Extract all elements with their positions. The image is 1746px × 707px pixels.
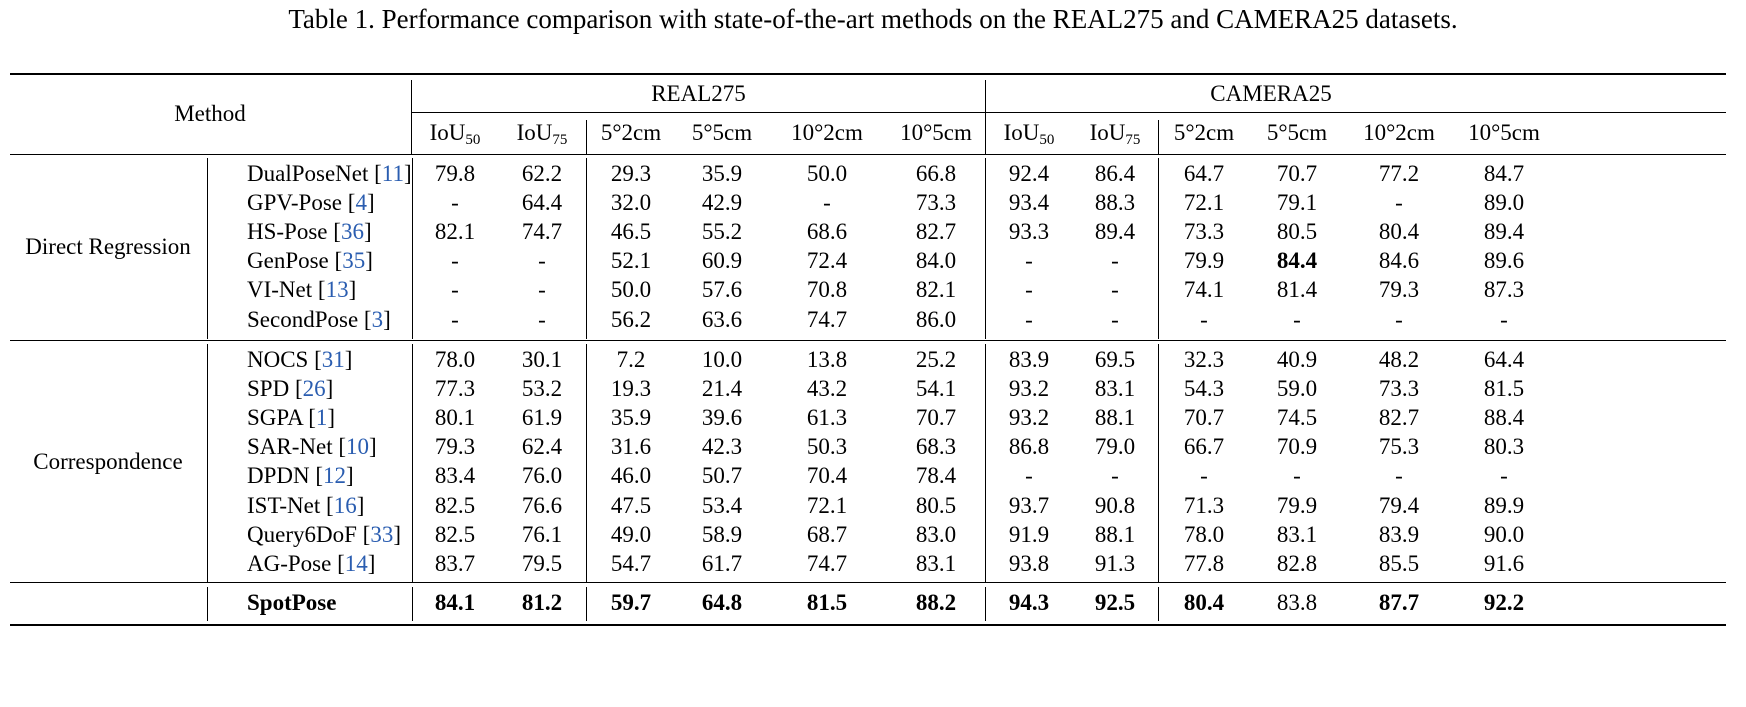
method-name: GPV-Pose [4] <box>247 190 375 216</box>
value-cell: 35.9 <box>610 405 652 431</box>
method-name: HS-Pose [36] <box>247 219 372 245</box>
value-cell: 84.1 <box>434 590 476 615</box>
citation-link[interactable]: 10 <box>346 434 370 460</box>
value-cell: - <box>538 306 546 332</box>
method-name: DualPoseNet [11] <box>247 161 412 186</box>
value-cell: 66.8 <box>915 161 957 186</box>
value-cell: - <box>538 248 546 274</box>
citation-link[interactable]: 3 <box>371 306 384 332</box>
method-name: SPD [26] <box>247 376 334 402</box>
citation-link[interactable]: 12 <box>323 463 347 489</box>
value-cell: 62.2 <box>521 161 563 186</box>
value-cell: 70.7 <box>1183 405 1225 431</box>
value-cell: 50.3 <box>806 434 848 460</box>
method-label: Query6DoF <box>247 521 357 547</box>
citation-link[interactable]: 11 <box>381 161 404 186</box>
value-cell: 42.3 <box>701 434 743 460</box>
value-cell: - <box>1025 248 1033 274</box>
citation-link[interactable]: 1 <box>315 405 328 431</box>
method-label: AG-Pose <box>247 550 332 576</box>
value-cell: 88.3 <box>1094 190 1136 216</box>
value-cell: 73.3 <box>1183 219 1225 245</box>
value-cell: 46.5 <box>610 219 652 245</box>
value-cell: 82.5 <box>434 492 476 518</box>
value-cell: 59.0 <box>1276 376 1318 402</box>
value-cell: 91.6 <box>1483 550 1525 576</box>
value-cell: 61.9 <box>521 405 563 431</box>
value-cell: 82.1 <box>915 277 957 303</box>
value-cell: 21.4 <box>701 376 743 402</box>
value-cell: 84.4 <box>1276 248 1318 274</box>
value-cell: 80.5 <box>1276 219 1318 245</box>
value-cell: 82.7 <box>915 219 957 245</box>
col-header-cam-5deg5cm: 5°5cm <box>1266 120 1328 145</box>
value-cell: 83.9 <box>1008 347 1050 372</box>
value-cell: 80.3 <box>1483 434 1525 460</box>
value-cell: 52.1 <box>610 248 652 274</box>
value-cell: 85.5 <box>1378 550 1420 576</box>
value-cell: 48.2 <box>1378 347 1420 372</box>
group-separator-rule <box>10 340 1726 341</box>
value-cell: 76.0 <box>521 463 563 489</box>
value-cell: 79.5 <box>521 550 563 576</box>
method-name: IST-Net [16] <box>247 492 365 518</box>
value-cell: 54.7 <box>610 550 652 576</box>
value-cell: 62.4 <box>521 434 563 460</box>
value-cell: 70.7 <box>915 405 957 431</box>
value-cell: 39.6 <box>701 405 743 431</box>
method-label: GenPose <box>247 248 329 274</box>
value-cell: 49.0 <box>610 521 652 547</box>
value-cell: 81.5 <box>806 590 848 615</box>
value-cell: 13.8 <box>806 347 848 372</box>
value-cell: 43.2 <box>806 376 848 402</box>
value-cell: 84.7 <box>1483 161 1525 186</box>
value-cell: 82.8 <box>1276 550 1318 576</box>
value-cell: 50.0 <box>806 161 848 186</box>
value-cell: 88.1 <box>1094 405 1136 431</box>
value-cell: 68.6 <box>806 219 848 245</box>
value-cell: 76.1 <box>521 521 563 547</box>
value-cell: 79.9 <box>1276 492 1318 518</box>
value-cell: 35.9 <box>701 161 743 186</box>
value-cell: 88.4 <box>1483 405 1525 431</box>
value-cell: - <box>1200 306 1208 332</box>
value-cell: 89.0 <box>1483 190 1525 216</box>
method-label: SAR-Net <box>247 434 333 460</box>
col-header-real-5deg2cm: 5°2cm <box>600 120 662 145</box>
citation-link[interactable]: 35 <box>342 248 366 274</box>
value-cell: 29.3 <box>610 161 652 186</box>
value-cell: - <box>1111 277 1119 303</box>
top-rule <box>10 73 1726 75</box>
value-cell: 7.2 <box>616 347 646 372</box>
ours-separator-rule <box>10 582 1726 583</box>
method-label: GPV-Pose <box>247 190 343 216</box>
value-cell: 88.2 <box>915 590 957 615</box>
value-cell: 83.8 <box>1276 590 1318 615</box>
value-cell: 82.7 <box>1378 405 1420 431</box>
value-cell: 76.6 <box>521 492 563 518</box>
value-cell: 50.7 <box>701 463 743 489</box>
method-label: SGPA <box>247 405 303 431</box>
value-cell: - <box>1111 306 1119 332</box>
value-cell: 83.1 <box>915 550 957 576</box>
value-cell: 89.4 <box>1483 219 1525 245</box>
col-header-cam-iou50: IoU$_{50}$ <box>1003 120 1055 148</box>
bottom-rule <box>10 624 1726 626</box>
value-cell: 88.1 <box>1094 521 1136 547</box>
value-cell: 79.4 <box>1378 492 1420 518</box>
value-cell: 93.4 <box>1008 190 1050 216</box>
value-cell: 73.3 <box>915 190 957 216</box>
value-cell: 86.4 <box>1094 161 1136 186</box>
method-name <box>247 587 336 619</box>
value-cell: 54.3 <box>1183 376 1225 402</box>
value-cell: 89.9 <box>1483 492 1525 518</box>
value-cell: 81.4 <box>1276 277 1318 303</box>
value-cell: 78.0 <box>434 347 476 372</box>
value-cell: - <box>451 190 459 216</box>
value-cell: 70.4 <box>806 463 848 489</box>
value-cell: 72.4 <box>806 248 848 274</box>
value-cell: 58.9 <box>701 521 743 547</box>
group-label: Correspondence <box>33 448 183 474</box>
value-cell: 63.6 <box>701 306 743 332</box>
value-cell: 82.1 <box>434 219 476 245</box>
value-cell: 77.3 <box>434 376 476 402</box>
value-cell: 77.8 <box>1183 550 1225 576</box>
value-cell: 80.5 <box>915 492 957 518</box>
method-name: NOCS [31] <box>247 347 353 372</box>
value-cell: 74.1 <box>1183 277 1225 303</box>
group-label: Direct Regression <box>25 233 191 259</box>
value-cell: 93.3 <box>1008 219 1050 245</box>
value-cell: 71.3 <box>1183 492 1225 518</box>
value-cell: - <box>1395 306 1403 332</box>
col-header-cam-10deg5cm: 10°5cm <box>1468 120 1540 145</box>
method-name: Query6DoF [33] <box>247 521 401 547</box>
vsep-method-group-1 <box>207 344 208 583</box>
value-cell: 93.2 <box>1008 405 1050 431</box>
value-cell: 72.1 <box>1183 190 1225 216</box>
value-cell: 32.3 <box>1183 347 1225 372</box>
value-cell: 89.6 <box>1483 248 1525 274</box>
value-cell: 83.7 <box>434 550 476 576</box>
value-cell: 83.4 <box>434 463 476 489</box>
value-cell: 70.9 <box>1276 434 1318 460</box>
value-cell: 55.2 <box>701 219 743 245</box>
value-cell: 92.5 <box>1094 590 1136 615</box>
citation-link[interactable]: 26 <box>302 376 326 402</box>
value-cell: 40.9 <box>1276 347 1318 372</box>
value-cell: - <box>823 190 831 216</box>
value-cell: 61.3 <box>806 405 848 431</box>
value-cell: 74.7 <box>521 219 563 245</box>
value-cell: 93.7 <box>1008 492 1050 518</box>
value-cell: 86.0 <box>915 306 957 332</box>
value-cell: 47.5 <box>610 492 652 518</box>
value-cell: - <box>1025 277 1033 303</box>
value-cell: 79.8 <box>434 161 476 186</box>
value-cell: 60.9 <box>701 248 743 274</box>
citation-link[interactable]: 4 <box>355 190 367 216</box>
method-label: VI-Net <box>247 277 313 303</box>
method-label: SecondPose <box>247 306 359 332</box>
value-cell: 32.0 <box>610 190 652 216</box>
method-label: DPDN <box>247 463 310 489</box>
value-cell: 90.0 <box>1483 521 1525 547</box>
value-cell: 64.7 <box>1183 161 1225 186</box>
col-header-real-5deg5cm: 5°5cm <box>691 120 753 145</box>
value-cell: 61.7 <box>701 550 743 576</box>
value-cell: 66.7 <box>1183 434 1225 460</box>
method-name: VI-Net [13] <box>247 277 357 303</box>
method-label: HS-Pose <box>247 219 328 245</box>
value-cell: 19.3 <box>610 376 652 402</box>
value-cell: 83.0 <box>915 521 957 547</box>
value-cell: - <box>1395 463 1403 489</box>
value-cell: - <box>1293 306 1301 332</box>
value-cell: 79.3 <box>1378 277 1420 303</box>
method-label: DualPoseNet <box>247 161 369 186</box>
method-label: SpotPose <box>247 590 337 615</box>
value-cell: 92.2 <box>1483 590 1525 615</box>
value-cell: 83.1 <box>1276 521 1318 547</box>
col-header-real-10deg5cm: 10°5cm <box>900 120 972 145</box>
col-header-real-iou75: IoU$_{75}$ <box>516 120 568 148</box>
value-cell: 53.4 <box>701 492 743 518</box>
value-cell: - <box>451 277 459 303</box>
value-cell: 78.0 <box>1183 521 1225 547</box>
value-cell: - <box>1200 463 1208 489</box>
value-cell: 92.4 <box>1008 161 1050 186</box>
table-caption: Table 1. Performance comparison with state-of-the-art methods on the REAL275 and CAMERA25 datasets. <box>288 4 1458 34</box>
value-cell: 54.1 <box>915 376 957 402</box>
value-cell: 82.5 <box>434 521 476 547</box>
value-cell: 89.4 <box>1094 219 1136 245</box>
value-cell: 75.3 <box>1378 434 1420 460</box>
value-cell: 69.5 <box>1094 347 1136 372</box>
value-cell: 78.4 <box>915 463 957 489</box>
value-cell: 93.8 <box>1008 550 1050 576</box>
value-cell: 68.3 <box>915 434 957 460</box>
value-cell: 79.1 <box>1276 190 1318 216</box>
value-cell: - <box>1293 463 1301 489</box>
value-cell: 31.6 <box>610 434 652 460</box>
value-cell: - <box>1500 306 1508 332</box>
citation-link[interactable]: 36 <box>340 219 364 245</box>
value-cell: 84.6 <box>1378 248 1420 274</box>
value-cell: 87.7 <box>1378 590 1420 615</box>
value-cell: 57.6 <box>701 277 743 303</box>
method-name: SecondPose [3] <box>247 306 391 332</box>
value-cell: 84.0 <box>915 248 957 274</box>
method-name: GenPose [35] <box>247 248 373 274</box>
value-cell: - <box>1025 306 1033 332</box>
method-name: SGPA [1] <box>247 405 336 431</box>
value-cell: - <box>451 306 459 332</box>
value-cell: 74.7 <box>806 550 848 576</box>
col-header-cam-iou75: IoU$_{75}$ <box>1089 120 1141 148</box>
method-name: DPDN [12] <box>247 463 354 489</box>
value-cell: 83.1 <box>1094 376 1136 402</box>
value-cell: - <box>1111 248 1119 274</box>
value-cell: 91.9 <box>1008 521 1050 547</box>
value-cell: - <box>1025 463 1033 489</box>
value-cell: - <box>538 277 546 303</box>
value-cell: 91.3 <box>1094 550 1136 576</box>
value-cell: 72.1 <box>806 492 848 518</box>
value-cell: 50.0 <box>610 277 652 303</box>
value-cell: 70.8 <box>806 277 848 303</box>
col-header-cam-10deg2cm: 10°2cm <box>1363 120 1435 145</box>
value-cell: 64.4 <box>521 190 563 216</box>
value-cell: 70.7 <box>1276 161 1318 186</box>
value-cell: - <box>1395 190 1403 216</box>
value-cell: 80.4 <box>1378 219 1420 245</box>
value-cell: 64.4 <box>1483 347 1525 372</box>
value-cell: 87.3 <box>1483 277 1525 303</box>
method-name: AG-Pose [14] <box>247 550 376 576</box>
citation-link[interactable]: 13 <box>325 277 349 303</box>
real275-header: REAL275 <box>651 81 746 106</box>
citation-link[interactable]: 14 <box>344 550 368 576</box>
method-label: SPD <box>247 376 290 402</box>
citation-link[interactable]: 31 <box>321 347 345 372</box>
value-cell: 68.7 <box>806 521 848 547</box>
value-cell: 59.7 <box>610 590 652 615</box>
value-cell: 79.9 <box>1183 248 1225 274</box>
method-header: Method <box>174 101 246 126</box>
col-header-cam-5deg2cm: 5°2cm <box>1173 120 1235 145</box>
value-cell: 79.3 <box>434 434 476 460</box>
dataset-header-rule <box>412 112 1726 113</box>
value-cell: - <box>1500 463 1508 489</box>
citation-link[interactable]: 33 <box>370 521 394 547</box>
value-cell: 77.2 <box>1378 161 1420 186</box>
value-cell: 53.2 <box>521 376 563 402</box>
value-cell: 79.0 <box>1094 434 1136 460</box>
value-cell: 74.7 <box>806 306 848 332</box>
value-cell: 81.2 <box>521 590 563 615</box>
value-cell: 64.8 <box>701 590 743 615</box>
value-cell: 83.9 <box>1378 521 1420 547</box>
value-cell: 10.0 <box>701 347 743 372</box>
value-cell: 73.3 <box>1378 376 1420 402</box>
value-cell: 80.1 <box>434 405 476 431</box>
value-cell: - <box>1111 463 1119 489</box>
citation-link[interactable]: 16 <box>333 492 357 518</box>
value-cell: 94.3 <box>1008 590 1050 615</box>
value-cell: - <box>451 248 459 274</box>
col-header-real-iou50: IoU$_{50}$ <box>429 120 481 148</box>
col-header-real-10deg2cm: 10°2cm <box>791 120 863 145</box>
value-cell: 25.2 <box>915 347 957 372</box>
value-cell: 42.9 <box>701 190 743 216</box>
value-cell: 30.1 <box>521 347 563 372</box>
vsep-method-group-0 <box>207 158 208 339</box>
value-cell: 93.2 <box>1008 376 1050 402</box>
value-cell: 81.5 <box>1483 376 1525 402</box>
value-cell: 86.8 <box>1008 434 1050 460</box>
method-label: IST-Net <box>247 492 321 518</box>
method-name: SAR-Net [10] <box>247 434 377 460</box>
header-bottom-rule <box>10 154 1726 155</box>
value-cell: 90.8 <box>1094 492 1136 518</box>
value-cell: 74.5 <box>1276 405 1318 431</box>
value-cell: 46.0 <box>610 463 652 489</box>
method-label: NOCS <box>247 347 309 372</box>
value-cell: 56.2 <box>610 306 652 332</box>
vsep-method-ours <box>207 587 208 621</box>
value-cell: 80.4 <box>1183 590 1225 615</box>
camera25-header: CAMERA25 <box>1210 81 1332 106</box>
